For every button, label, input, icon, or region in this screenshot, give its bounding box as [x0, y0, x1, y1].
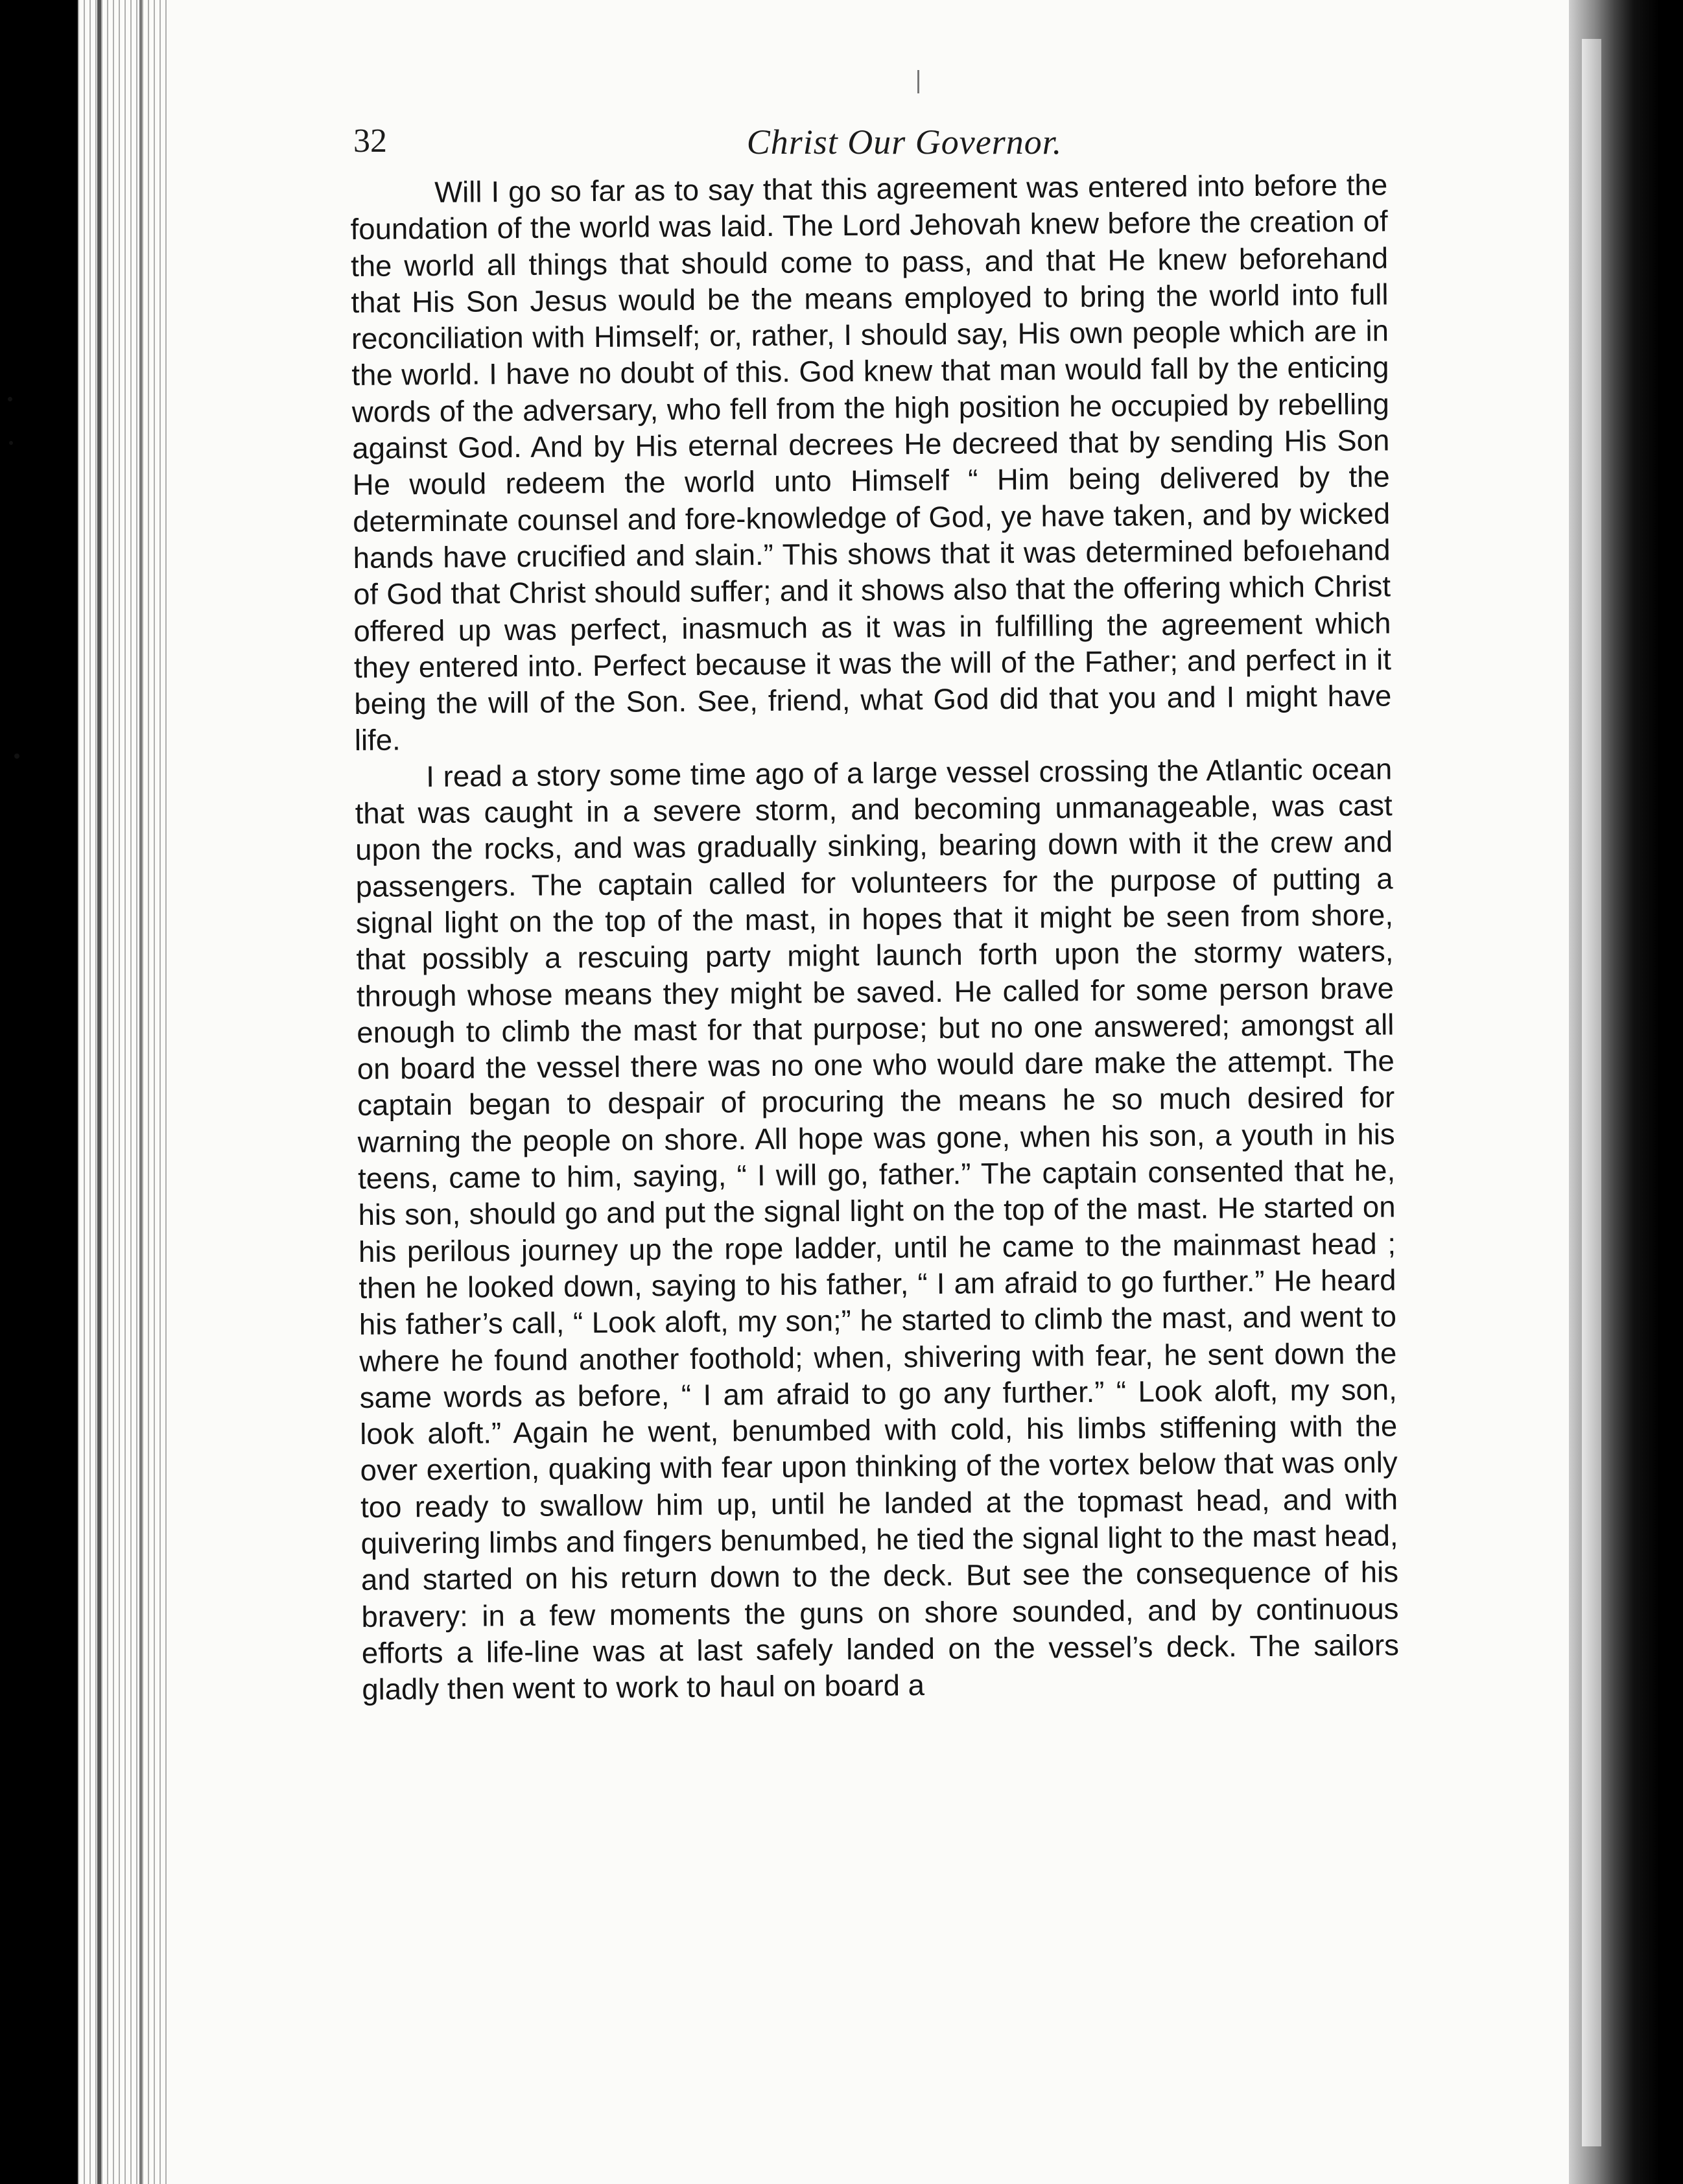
body-text	[350, 167, 1400, 1708]
page-stack-line	[97, 0, 101, 2184]
scan-speck	[9, 441, 13, 445]
scan-mark	[917, 70, 919, 93]
scan-speck	[8, 397, 12, 401]
running-head: Christ Our Governor.	[746, 123, 1063, 161]
paragraph: I read a story some time ago of a large vessel crossing the Atlantic ocean that was caught in a severe storm, and becoming unmanageable, was cast upon the rocks, and was gradually sinking, bearing down with it the crew and passengers. The captain called for volunteers for the purpose of putting a signal light on the top of the mast, in hopes that it might be seen from shore, that possibly a rescuing party might launch forth upon the stormy waters, through whose means they might be saved. He called for some person brave enough to climb the mast for that purpose; but no one answered; amongst all on board the vessel there was no one who would dare make the attempt. The captain began to despair of procuring the means he so much desired for warning the people on shore. All hope was gone, when his son, a youth in his teens, came to him, saying, “ I will go, father.” The captain consented that he, his son, should go and put the signal light on the top of the mast. He started on his perilous journey up the rope ladder, until he came to the mainmast head ; then he looked down, saying to his father, “ I am afraid to go further.” He heard his father’s call, “ Look aloft, my son;” he started to climb the mast, and went to where he found another foothold; when, shivering with fear, he sent down the same words as before, “ I am afraid to go any further.” “ Look aloft, my son, look aloft.” Again he went, benumbed with cold, his limbs stiffening with the over exertion, quaking with fear upon thinking of the vortex below that was only too ready to swallow him up, until he landed at the topmast head, and with quivering limbs and fingers benumbed, he tied the signal light to the mast head, and started on his return down to the deck. But see the consequence of his bravery: in a few moments the guns on shore sounded, and by continuous efforts a life-line was at last safely landed on the vessel’s deck. The sailors gladly then went to work to haul on board a	[355, 752, 1400, 1707]
paragraph: Will I go so far as to say that this agreement was entered into before the foundation of the world was laid. The Lord Jehovah knew before the creation of the world all things that should come to pass, and that He knew beforehand that His Son Jesus would be the means employed to bring the world into full reconciliation with Himself; or, rather, I should say, His own people which are in the world. I have no doubt of this. God knew that man would fall by the enticing words of the adversary, who fell from the high position he occupied by rebelling against God. And by His eternal decrees He decreed that by sending His Son He would redeem the world unto Himself “ Him being delivered by the determinate counsel and fore-knowledge of God, ye have taken, and by wicked hands have crucified and slain.” This shows that it was determined befoıehand of God that Christ should suffer; and it shows also that the offering which Christ offered up was perfect, inasmuch as it was in fulfilling the agreement which they entered into. Perfect because it was the will of the Father; and perfect in it being the will of the Son. See, friend, what God did that you and I might have life.	[350, 168, 1392, 757]
page-stack-edge	[78, 0, 169, 2184]
binding-gutter	[1582, 39, 1601, 2146]
page-number: 32	[353, 123, 387, 160]
page-stack-line	[139, 0, 142, 2184]
scan-speck	[14, 754, 19, 759]
